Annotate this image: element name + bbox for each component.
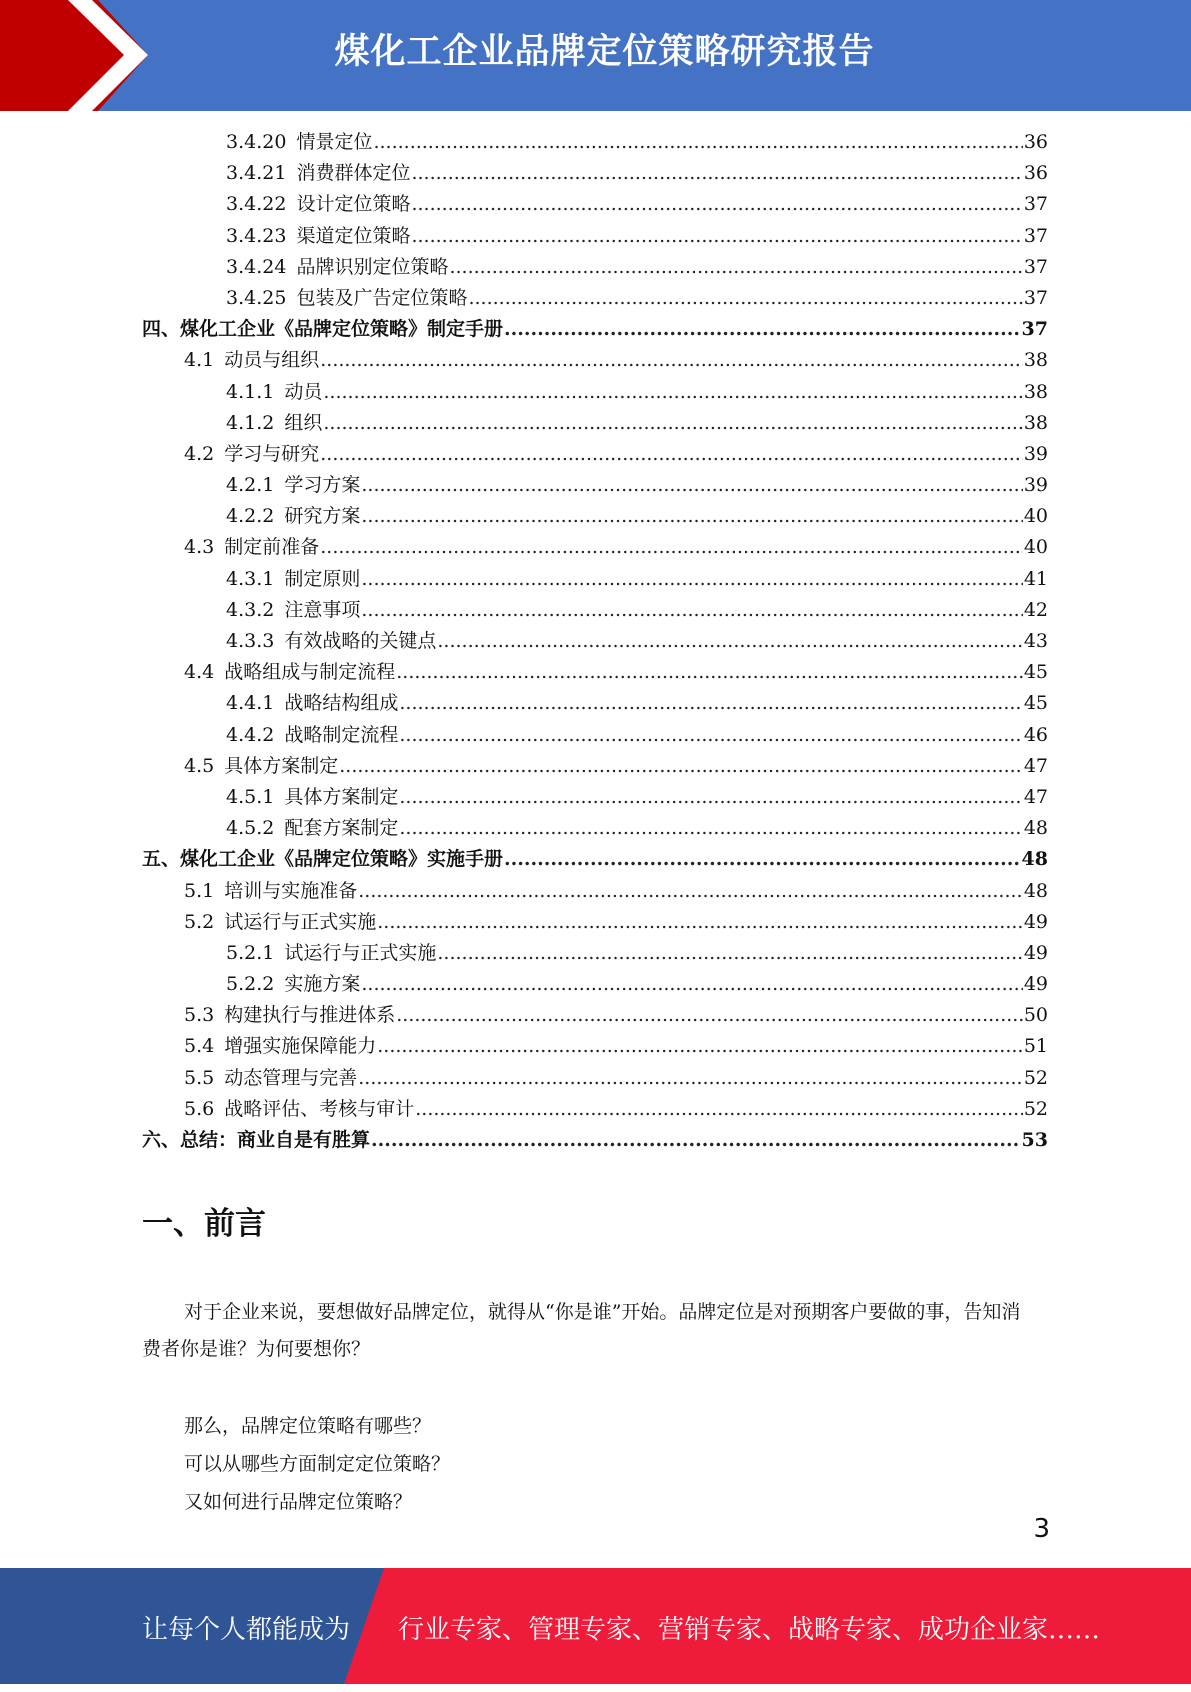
- toc-entry[interactable]: [142, 1031, 1048, 1062]
- toc-entry-title: 学习与研究: [224, 442, 320, 465]
- toc-entry[interactable]: [142, 221, 1048, 252]
- toc-dot-leader: [411, 158, 1022, 189]
- toc-entry[interactable]: [142, 158, 1048, 189]
- question-line: 又如何进行品牌定位策略？: [184, 1491, 413, 1513]
- page-footer: [0, 1568, 1191, 1684]
- toc-entry[interactable]: [142, 626, 1048, 657]
- toc-entry[interactable]: [142, 283, 1048, 314]
- toc-entry-page: 45: [1023, 692, 1048, 715]
- toc-entry[interactable]: [142, 345, 1048, 376]
- toc-entry-page: 53: [1021, 1129, 1048, 1151]
- toc-entry[interactable]: [142, 252, 1048, 283]
- toc-entry[interactable]: [142, 876, 1048, 907]
- toc-dot-leader: [468, 283, 1022, 314]
- toc-entry-page: 37: [1023, 193, 1048, 216]
- toc-entry[interactable]: [142, 439, 1048, 470]
- toc-entry-number: 4.1.1: [226, 380, 275, 403]
- toc-entry-page: 50: [1023, 1004, 1048, 1027]
- footer-slogan-left: 让每个人都能成为: [142, 1615, 351, 1645]
- toc-dot-leader: [411, 221, 1022, 252]
- toc-entry-title: 渠道定位策略: [296, 224, 411, 247]
- table-of-contents: [142, 127, 1048, 1156]
- toc-entry-page: 43: [1023, 630, 1048, 652]
- toc-entry-page: 37: [1023, 224, 1048, 247]
- toc-dot-leader: [361, 470, 1022, 501]
- toc-entry-title: 动态管理与完善: [224, 1066, 358, 1089]
- toc-dot-leader: [361, 969, 1022, 1000]
- toc-entry-title: 具体方案制定: [284, 785, 399, 808]
- toc-entry-title: 包装及广告定位策略: [296, 286, 468, 309]
- toc-entry[interactable]: [142, 470, 1048, 501]
- toc-dot-leader: [399, 720, 1022, 751]
- toc-entry-number: 4.4.1: [226, 692, 275, 715]
- toc-entry-number: 4.1.2: [226, 411, 275, 434]
- toc-entry[interactable]: [142, 751, 1048, 782]
- toc-entry-title: 四、煤化工企业《品牌定位策略》制定手册: [142, 318, 504, 341]
- toc-entry-number: 4.3.1: [226, 567, 275, 590]
- page-number: 3: [1033, 1514, 1050, 1544]
- toc-entry-page: 40: [1023, 505, 1048, 528]
- intro-paragraph: 对于企业来说，要想做好品牌定位，就得从“你是谁”开始。品牌定位是对预期客户要做的事，告知消费者你是谁？为何要想你？: [142, 1301, 1021, 1360]
- toc-entry-page: 47: [1023, 754, 1048, 777]
- toc-entry-title: 研究方案: [284, 505, 361, 528]
- toc-entry-page: 38: [1023, 411, 1048, 434]
- toc-entry-title: 组织: [284, 411, 323, 434]
- toc-dot-leader: [437, 938, 1022, 969]
- toc-entry-page: 49: [1023, 973, 1048, 996]
- toc-dot-leader: [411, 189, 1022, 220]
- toc-entry[interactable]: [142, 1094, 1048, 1125]
- toc-entry-page: 51: [1023, 1035, 1048, 1058]
- toc-dot-leader: [320, 345, 1023, 376]
- toc-dot-leader: [371, 1125, 1021, 1156]
- toc-dot-leader: [323, 408, 1022, 439]
- toc-entry[interactable]: [142, 532, 1048, 563]
- toc-entry-page: 36: [1023, 162, 1048, 185]
- toc-entry-title: 战略组成与制定流程: [224, 661, 396, 684]
- toc-entry[interactable]: [142, 813, 1048, 844]
- toc-entry-page: 38: [1023, 349, 1048, 372]
- toc-entry-title: 实施方案: [284, 973, 361, 996]
- toc-entry[interactable]: [142, 564, 1048, 595]
- toc-entry-number: 4.5.1: [226, 785, 275, 808]
- toc-entry-number: 5.2: [184, 910, 215, 933]
- toc-entry[interactable]: [142, 408, 1048, 439]
- toc-entry-number: 4.3.2: [226, 598, 275, 621]
- toc-entry[interactable]: [142, 377, 1048, 408]
- toc-entry-number: 5.1: [184, 879, 215, 902]
- toc-entry-number: 4.3.3: [226, 630, 275, 652]
- toc-entry-title: 配套方案制定: [284, 817, 399, 840]
- section-heading: 一、前言: [142, 1206, 266, 1242]
- toc-dot-leader: [504, 844, 1021, 875]
- toc-entry-title: 五、煤化工企业《品牌定位策略》实施手册: [142, 848, 504, 871]
- toc-entry-number: 5.3: [184, 1004, 215, 1027]
- toc-entry-number: 4.5: [184, 754, 215, 777]
- toc-entry-title: 情景定位: [296, 131, 373, 153]
- toc-entry-page: 52: [1023, 1066, 1048, 1089]
- toc-entry-number: 5.4: [184, 1035, 215, 1058]
- question-line: 可以从哪些方面制定定位策略？: [184, 1453, 451, 1475]
- toc-entry-page: 49: [1023, 910, 1048, 933]
- toc-entry[interactable]: [142, 1000, 1048, 1031]
- toc-entry-title: 六、总结：商业自是有胜算: [142, 1129, 371, 1151]
- question-line: 那么，品牌定位策略有哪些？: [184, 1415, 432, 1437]
- toc-entry-page: 45: [1023, 661, 1048, 684]
- toc-entry-page: 37: [1023, 286, 1048, 309]
- toc-dot-leader: [358, 876, 1023, 907]
- toc-entry-title: 培训与实施准备: [224, 879, 358, 902]
- toc-entry-title: 战略制定流程: [284, 723, 399, 746]
- toc-dot-leader: [373, 127, 1022, 158]
- toc-entry-title: 试运行与正式实施: [284, 941, 437, 964]
- toc-dot-leader: [437, 626, 1022, 657]
- toc-dot-leader: [361, 501, 1022, 532]
- toc-entry-page: 39: [1023, 474, 1048, 497]
- toc-entry-title: 试运行与正式实施: [224, 910, 377, 933]
- toc-dot-leader: [361, 595, 1022, 626]
- toc-dot-leader: [377, 907, 1023, 938]
- toc-entry-page: 49: [1023, 941, 1048, 964]
- toc-entry-page: 46: [1023, 723, 1048, 746]
- toc-entry-page: 52: [1023, 1097, 1048, 1120]
- toc-entry[interactable]: [142, 844, 1048, 875]
- toc-dot-leader: [415, 1094, 1023, 1125]
- toc-entry-title: 增强实施保障能力: [224, 1035, 377, 1058]
- toc-entry-number: 3.4.22: [226, 193, 287, 216]
- toc-entry[interactable]: [142, 657, 1048, 688]
- toc-entry-title: 制定原则: [284, 567, 361, 590]
- toc-entry[interactable]: [142, 938, 1048, 969]
- toc-entry-title: 动员与组织: [224, 349, 320, 372]
- toc-dot-leader: [361, 564, 1022, 595]
- toc-entry-number: 3.4.20: [226, 131, 287, 153]
- toc-dot-leader: [399, 813, 1022, 844]
- toc-entry-page: 40: [1023, 536, 1048, 559]
- toc-entry-title: 注意事项: [284, 598, 361, 621]
- toc-entry-page: 38: [1023, 380, 1048, 403]
- toc-dot-leader: [504, 314, 1021, 345]
- toc-entry-title: 品牌识别定位策略: [296, 255, 449, 278]
- toc-entry-number: 4.2.2: [226, 505, 275, 528]
- toc-entry-page: 36: [1023, 131, 1048, 153]
- toc-dot-leader: [320, 439, 1023, 470]
- toc-entry-page: 47: [1023, 785, 1048, 808]
- toc-entry-number: 4.5.2: [226, 817, 275, 840]
- toc-entry[interactable]: [142, 127, 1048, 158]
- toc-entry-page: 48: [1021, 848, 1048, 871]
- toc-entry-title: 有效战略的关键点: [284, 630, 437, 652]
- toc-entry-number: 3.4.23: [226, 224, 287, 247]
- toc-entry[interactable]: [142, 782, 1048, 813]
- toc-entry-page: 39: [1023, 442, 1048, 465]
- toc-dot-leader: [399, 782, 1022, 813]
- toc-entry-title: 构建执行与推进体系: [224, 1004, 396, 1027]
- toc-entry-title: 制定前准备: [224, 536, 320, 559]
- toc-entry-number: 3.4.24: [226, 255, 287, 278]
- toc-entry-title: 设计定位策略: [296, 193, 411, 216]
- toc-entry-title: 消费群体定位: [296, 162, 411, 185]
- toc-entry[interactable]: [142, 969, 1048, 1000]
- toc-entry[interactable]: [142, 501, 1048, 532]
- toc-dot-leader: [396, 657, 1023, 688]
- toc-dot-leader: [339, 751, 1023, 782]
- toc-entry-number: 4.4: [184, 661, 215, 684]
- toc-entry-page: 42: [1023, 598, 1048, 621]
- toc-entry-page: 48: [1023, 879, 1048, 902]
- toc-dot-leader: [323, 377, 1022, 408]
- footer-slogan-right: 行业专家、管理专家、营销专家、战略专家、成功企业家……: [398, 1615, 1101, 1645]
- toc-dot-leader: [320, 532, 1023, 563]
- toc-entry[interactable]: [142, 907, 1048, 938]
- toc-entry-title: 战略结构组成: [284, 692, 399, 715]
- document-title: 煤化工企业品牌定位策略研究报告: [334, 32, 875, 72]
- toc-entry[interactable]: [142, 595, 1048, 626]
- toc-entry-page: 41: [1023, 567, 1048, 590]
- toc-entry-number: 4.1: [184, 349, 215, 372]
- toc-entry[interactable]: [142, 688, 1048, 719]
- toc-entry[interactable]: [142, 314, 1048, 345]
- toc-entry-page: 48: [1023, 817, 1048, 840]
- toc-entry-page: 37: [1023, 255, 1048, 278]
- toc-entry-title: 动员: [284, 380, 323, 403]
- toc-entry-number: 5.2.1: [226, 941, 275, 964]
- toc-entry-number: 5.2.2: [226, 973, 275, 996]
- toc-dot-leader: [399, 688, 1022, 719]
- toc-entry[interactable]: [142, 1063, 1048, 1094]
- toc-dot-leader: [396, 1000, 1023, 1031]
- toc-entry-title: 战略评估、考核与审计: [224, 1097, 415, 1120]
- toc-entry[interactable]: [142, 1125, 1048, 1156]
- toc-entry-number: 4.2: [184, 442, 215, 465]
- toc-entry-number: 5.6: [184, 1097, 215, 1120]
- toc-entry-number: 4.2.1: [226, 474, 275, 497]
- page-header: [0, 0, 1191, 111]
- toc-entry[interactable]: [142, 189, 1048, 220]
- toc-entry-number: 3.4.21: [226, 162, 287, 185]
- toc-entry-title: 学习方案: [284, 474, 361, 497]
- toc-dot-leader: [358, 1063, 1023, 1094]
- toc-entry-number: 4.4.2: [226, 723, 275, 746]
- toc-entry-number: 4.3: [184, 536, 215, 559]
- toc-entry-number: 3.4.25: [226, 286, 287, 309]
- toc-dot-leader: [377, 1031, 1023, 1062]
- toc-entry-title: 具体方案制定: [224, 754, 339, 777]
- toc-entry-page: 37: [1021, 318, 1048, 341]
- toc-entry[interactable]: [142, 720, 1048, 751]
- toc-entry-number: 5.5: [184, 1066, 215, 1089]
- toc-dot-leader: [449, 252, 1022, 283]
